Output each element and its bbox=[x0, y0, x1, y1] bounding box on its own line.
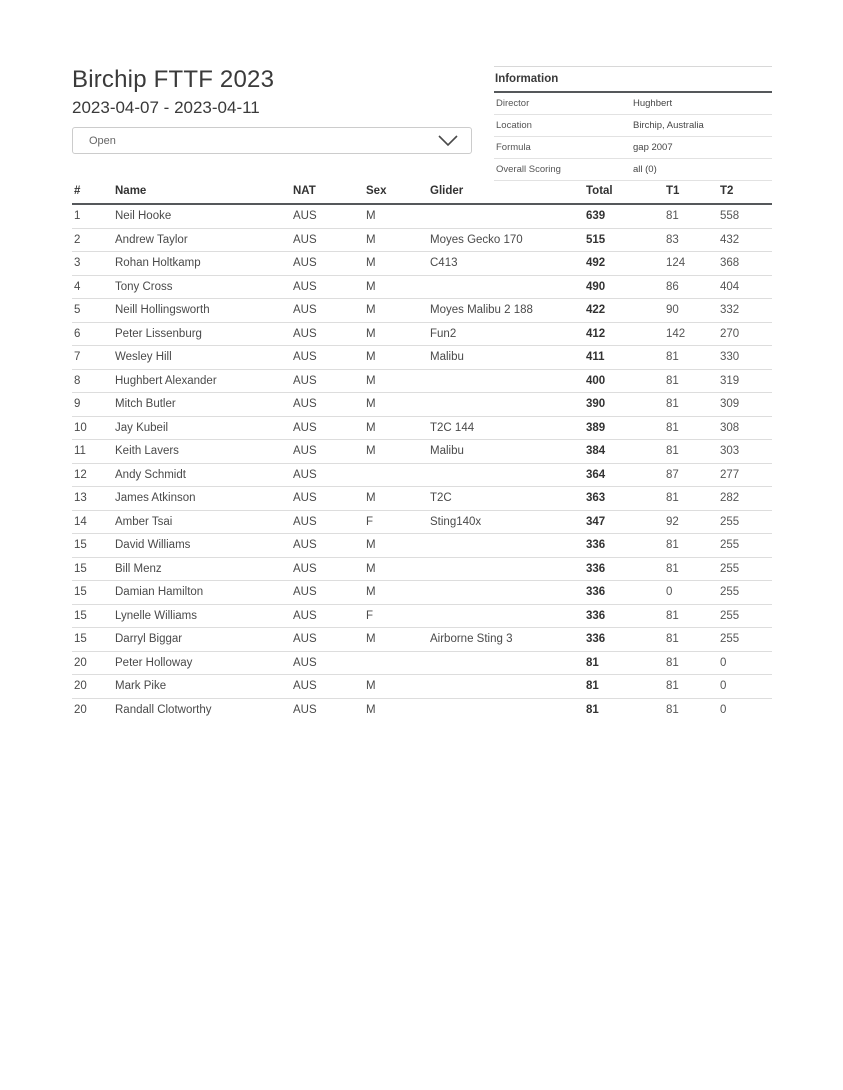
cell-t1: 81 bbox=[666, 534, 720, 558]
info-value: Hughbert bbox=[633, 98, 673, 109]
cell-total: 336 bbox=[586, 534, 666, 558]
cell-t2: 432 bbox=[720, 228, 772, 252]
cell-glider: T2C 144 bbox=[430, 416, 586, 440]
cell-t2: 319 bbox=[720, 369, 772, 393]
cell-glider bbox=[430, 393, 586, 417]
cell-name: Rohan Holtkamp bbox=[115, 252, 293, 276]
cell-rank: 14 bbox=[72, 510, 115, 534]
cell-rank: 8 bbox=[72, 369, 115, 393]
cell-t1: 124 bbox=[666, 252, 720, 276]
cell-glider bbox=[430, 581, 586, 605]
cell-t1: 86 bbox=[666, 275, 720, 299]
cell-nat: AUS bbox=[293, 628, 366, 652]
cell-sex: M bbox=[366, 557, 430, 581]
cell-sex: M bbox=[366, 252, 430, 276]
table-row bbox=[72, 440, 772, 464]
results-table bbox=[72, 181, 772, 721]
table-header-row bbox=[72, 181, 772, 204]
table-row bbox=[72, 604, 772, 628]
cell-t1: 81 bbox=[666, 369, 720, 393]
category-select[interactable] bbox=[72, 127, 472, 154]
cell-t2: 558 bbox=[720, 210, 740, 222]
table-row bbox=[72, 628, 772, 652]
table-row bbox=[72, 487, 772, 511]
table-row bbox=[72, 346, 772, 370]
cell-nat: AUS bbox=[293, 299, 366, 323]
cell-sex: M bbox=[366, 675, 430, 699]
cell-t2: 309 bbox=[720, 393, 772, 417]
cell-total: 492 bbox=[586, 252, 666, 276]
info-row bbox=[494, 159, 772, 181]
cell-sex: M bbox=[366, 346, 430, 370]
cell-name: Tony Cross bbox=[115, 275, 293, 299]
cell-sex: M bbox=[366, 299, 430, 323]
table-row bbox=[72, 675, 772, 699]
cell-glider bbox=[430, 675, 586, 699]
cell-t1: 81 bbox=[666, 440, 720, 464]
cell-nat: AUS bbox=[293, 346, 366, 370]
cell-nat: AUS bbox=[293, 369, 366, 393]
table-row bbox=[72, 557, 772, 581]
cell-glider bbox=[430, 204, 586, 228]
information-rows bbox=[494, 93, 772, 181]
cell-t2: 332 bbox=[720, 299, 772, 323]
cell-total: 363 bbox=[586, 487, 666, 511]
table-row bbox=[72, 275, 772, 299]
info-label: Location bbox=[496, 120, 532, 131]
cell-t2: 0 bbox=[720, 651, 772, 675]
cell-t1: 0 bbox=[666, 581, 720, 605]
column-header-rank: # bbox=[72, 181, 115, 204]
cell-rank: 10 bbox=[72, 416, 115, 440]
info-label: Formula bbox=[496, 142, 531, 153]
cell-t2: 368 bbox=[720, 252, 772, 276]
cell-sex: M bbox=[366, 322, 430, 346]
cell-total: 336 bbox=[586, 604, 666, 628]
cell-t1: 92 bbox=[666, 510, 720, 534]
cell-rank: 11 bbox=[72, 440, 115, 464]
cell-glider bbox=[430, 604, 586, 628]
cell-rank: 20 bbox=[72, 698, 115, 721]
cell-t2: 330 bbox=[720, 346, 772, 370]
cell-total: 515 bbox=[586, 228, 666, 252]
cell-rank: 20 bbox=[72, 651, 115, 675]
table-row bbox=[72, 369, 772, 393]
info-value: all (0) bbox=[633, 164, 657, 175]
cell-sex: M bbox=[366, 210, 376, 222]
cell-glider bbox=[430, 275, 586, 299]
cell-rank: 5 bbox=[72, 299, 115, 323]
cell-sex bbox=[366, 651, 430, 675]
cell-glider: Moyes Gecko 170 bbox=[430, 228, 586, 252]
cell-nat: AUS bbox=[293, 228, 366, 252]
cell-rank: 1 bbox=[74, 210, 81, 222]
cell-total: 81 bbox=[586, 698, 666, 721]
cell-nat: AUS bbox=[293, 275, 366, 299]
cell-rank: 2 bbox=[72, 228, 115, 252]
cell-t2: 255 bbox=[720, 510, 772, 534]
info-row bbox=[494, 115, 772, 137]
cell-total: 81 bbox=[586, 651, 666, 675]
cell-glider: C413 bbox=[430, 252, 586, 276]
cell-name: Wesley Hill bbox=[115, 346, 293, 370]
cell-rank: 15 bbox=[72, 534, 115, 558]
column-header-name: Name bbox=[115, 181, 293, 204]
table-row bbox=[72, 416, 772, 440]
cell-t1: 81 bbox=[666, 651, 720, 675]
column-header-nat: NAT bbox=[293, 181, 366, 204]
info-value: Birchip, Australia bbox=[633, 120, 704, 131]
cell-sex: M bbox=[366, 581, 430, 605]
info-row bbox=[494, 137, 772, 159]
cell-sex: M bbox=[366, 228, 430, 252]
cell-glider: Fun2 bbox=[430, 322, 586, 346]
cell-total: 390 bbox=[586, 393, 666, 417]
cell-rank: 3 bbox=[72, 252, 115, 276]
cell-total: 336 bbox=[586, 581, 666, 605]
cell-total: 490 bbox=[586, 275, 666, 299]
cell-nat: AUS bbox=[293, 534, 366, 558]
cell-glider bbox=[430, 463, 586, 487]
cell-total: 422 bbox=[586, 299, 666, 323]
table-row bbox=[72, 204, 772, 228]
cell-t2: 277 bbox=[720, 463, 772, 487]
cell-nat: AUS bbox=[293, 322, 366, 346]
cell-name: Mitch Butler bbox=[115, 393, 293, 417]
cell-sex: M bbox=[366, 628, 430, 652]
cell-t1: 81 bbox=[666, 210, 679, 222]
column-header-total: Total bbox=[586, 181, 666, 204]
table-row bbox=[72, 581, 772, 605]
cell-t1: 81 bbox=[666, 557, 720, 581]
cell-rank: 15 bbox=[72, 628, 115, 652]
table-row bbox=[72, 534, 772, 558]
cell-t1: 81 bbox=[666, 416, 720, 440]
cell-name: Randall Clotworthy bbox=[115, 698, 293, 721]
cell-sex: M bbox=[366, 275, 430, 299]
table-row bbox=[72, 510, 772, 534]
cell-name: Neill Hollingsworth bbox=[115, 299, 293, 323]
cell-nat: AUS bbox=[293, 440, 366, 464]
cell-name: Darryl Biggar bbox=[115, 628, 293, 652]
cell-nat: AUS bbox=[293, 698, 366, 721]
table-row bbox=[72, 252, 772, 276]
information-panel bbox=[494, 66, 772, 181]
page-header bbox=[72, 0, 772, 175]
info-row bbox=[494, 93, 772, 115]
cell-total: 336 bbox=[586, 557, 666, 581]
cell-total: 364 bbox=[586, 463, 666, 487]
cell-name: Jay Kubeil bbox=[115, 416, 293, 440]
table-row bbox=[72, 322, 772, 346]
cell-rank: 15 bbox=[72, 581, 115, 605]
cell-t1: 81 bbox=[666, 346, 720, 370]
cell-total: 336 bbox=[586, 628, 666, 652]
cell-name: David Williams bbox=[115, 534, 293, 558]
cell-t2: 404 bbox=[720, 275, 772, 299]
cell-name: Amber Tsai bbox=[115, 510, 293, 534]
cell-total: 347 bbox=[586, 510, 666, 534]
cell-t2: 0 bbox=[720, 675, 772, 699]
info-label: Director bbox=[496, 98, 530, 109]
cell-t2: 255 bbox=[720, 604, 772, 628]
cell-name: Mark Pike bbox=[115, 675, 293, 699]
cell-total: 639 bbox=[586, 210, 606, 222]
cell-sex: M bbox=[366, 393, 430, 417]
cell-rank: 15 bbox=[72, 557, 115, 581]
cell-total: 81 bbox=[586, 675, 666, 699]
cell-name: Peter Lissenburg bbox=[115, 322, 293, 346]
cell-nat: AUS bbox=[293, 510, 366, 534]
cell-t2: 255 bbox=[720, 557, 772, 581]
cell-nat: AUS bbox=[293, 210, 317, 222]
cell-nat: AUS bbox=[293, 393, 366, 417]
cell-rank: 15 bbox=[72, 604, 115, 628]
cell-rank: 9 bbox=[72, 393, 115, 417]
cell-t1: 81 bbox=[666, 487, 720, 511]
cell-rank: 6 bbox=[72, 322, 115, 346]
table-row bbox=[72, 651, 772, 675]
cell-nat: AUS bbox=[293, 557, 366, 581]
cell-t2: 303 bbox=[720, 440, 772, 464]
cell-rank: 20 bbox=[72, 675, 115, 699]
cell-rank: 13 bbox=[72, 487, 115, 511]
category-select-value: Open bbox=[89, 134, 116, 147]
cell-name: Peter Holloway bbox=[115, 651, 293, 675]
cell-glider: T2C bbox=[430, 487, 586, 511]
cell-name: Andy Schmidt bbox=[115, 463, 293, 487]
cell-rank: 4 bbox=[72, 275, 115, 299]
cell-glider bbox=[430, 534, 586, 558]
cell-t1: 87 bbox=[666, 463, 720, 487]
cell-nat: AUS bbox=[293, 487, 366, 511]
cell-total: 411 bbox=[586, 346, 666, 370]
cell-sex: M bbox=[366, 440, 430, 464]
cell-sex: M bbox=[366, 534, 430, 558]
cell-t2: 255 bbox=[720, 628, 772, 652]
page-content bbox=[72, 0, 772, 721]
cell-total: 400 bbox=[586, 369, 666, 393]
cell-name: Neil Hooke bbox=[115, 210, 172, 222]
cell-sex: M bbox=[366, 487, 430, 511]
cell-t1: 81 bbox=[666, 698, 720, 721]
chevron-down-icon bbox=[437, 134, 459, 147]
cell-sex: M bbox=[366, 369, 430, 393]
cell-t2: 282 bbox=[720, 487, 772, 511]
cell-glider bbox=[430, 651, 586, 675]
table-row bbox=[72, 299, 772, 323]
cell-t2: 255 bbox=[720, 534, 772, 558]
cell-name: Andrew Taylor bbox=[115, 228, 293, 252]
cell-t1: 81 bbox=[666, 604, 720, 628]
cell-t2: 255 bbox=[720, 581, 772, 605]
cell-t2: 308 bbox=[720, 416, 772, 440]
cell-nat: AUS bbox=[293, 675, 366, 699]
cell-total: 412 bbox=[586, 322, 666, 346]
cell-name: Keith Lavers bbox=[115, 440, 293, 464]
cell-name: James Atkinson bbox=[115, 487, 293, 511]
cell-glider: Malibu bbox=[430, 346, 586, 370]
cell-sex bbox=[366, 463, 430, 487]
cell-nat: AUS bbox=[293, 463, 366, 487]
table-row bbox=[72, 463, 772, 487]
table-row bbox=[72, 228, 772, 252]
cell-sex: M bbox=[366, 698, 430, 721]
information-heading: Information bbox=[494, 67, 772, 93]
column-header-t1: T1 bbox=[666, 181, 720, 204]
date-range: 2023-04-07 - 2023-04-11 bbox=[72, 98, 260, 117]
cell-t1: 142 bbox=[666, 322, 720, 346]
cell-glider bbox=[430, 369, 586, 393]
cell-name: Lynelle Williams bbox=[115, 604, 293, 628]
cell-sex: F bbox=[366, 510, 430, 534]
cell-glider bbox=[430, 557, 586, 581]
info-label: Overall Scoring bbox=[496, 164, 561, 175]
results-table-wrap bbox=[72, 181, 772, 721]
cell-name: Hughbert Alexander bbox=[115, 369, 293, 393]
cell-nat: AUS bbox=[293, 416, 366, 440]
cell-nat: AUS bbox=[293, 651, 366, 675]
cell-t1: 81 bbox=[666, 675, 720, 699]
cell-t2: 0 bbox=[720, 698, 772, 721]
cell-glider bbox=[430, 698, 586, 721]
cell-name: Damian Hamilton bbox=[115, 581, 293, 605]
cell-rank: 7 bbox=[72, 346, 115, 370]
cell-total: 384 bbox=[586, 440, 666, 464]
info-value: gap 2007 bbox=[633, 142, 673, 153]
cell-total: 389 bbox=[586, 416, 666, 440]
cell-glider: Malibu bbox=[430, 440, 586, 464]
cell-glider: Sting140x bbox=[430, 510, 586, 534]
cell-glider: Airborne Sting 3 bbox=[430, 628, 586, 652]
cell-t1: 81 bbox=[666, 628, 720, 652]
cell-name: Bill Menz bbox=[115, 557, 293, 581]
column-header-t2: T2 bbox=[720, 181, 772, 204]
page-title: Birchip FTTF 2023 bbox=[72, 66, 275, 93]
cell-glider: Moyes Malibu 2 188 bbox=[430, 299, 586, 323]
cell-t2: 270 bbox=[720, 322, 772, 346]
cell-t1: 90 bbox=[666, 299, 720, 323]
column-header-glider: Glider bbox=[430, 181, 586, 204]
cell-t1: 81 bbox=[666, 393, 720, 417]
cell-t1: 83 bbox=[666, 228, 720, 252]
cell-sex: F bbox=[366, 604, 430, 628]
table-row bbox=[72, 393, 772, 417]
cell-nat: AUS bbox=[293, 604, 366, 628]
table-row bbox=[72, 698, 772, 721]
cell-nat: AUS bbox=[293, 252, 366, 276]
column-header-sex: Sex bbox=[366, 181, 430, 204]
cell-rank: 12 bbox=[72, 463, 115, 487]
cell-sex: M bbox=[366, 416, 430, 440]
cell-nat: AUS bbox=[293, 581, 366, 605]
